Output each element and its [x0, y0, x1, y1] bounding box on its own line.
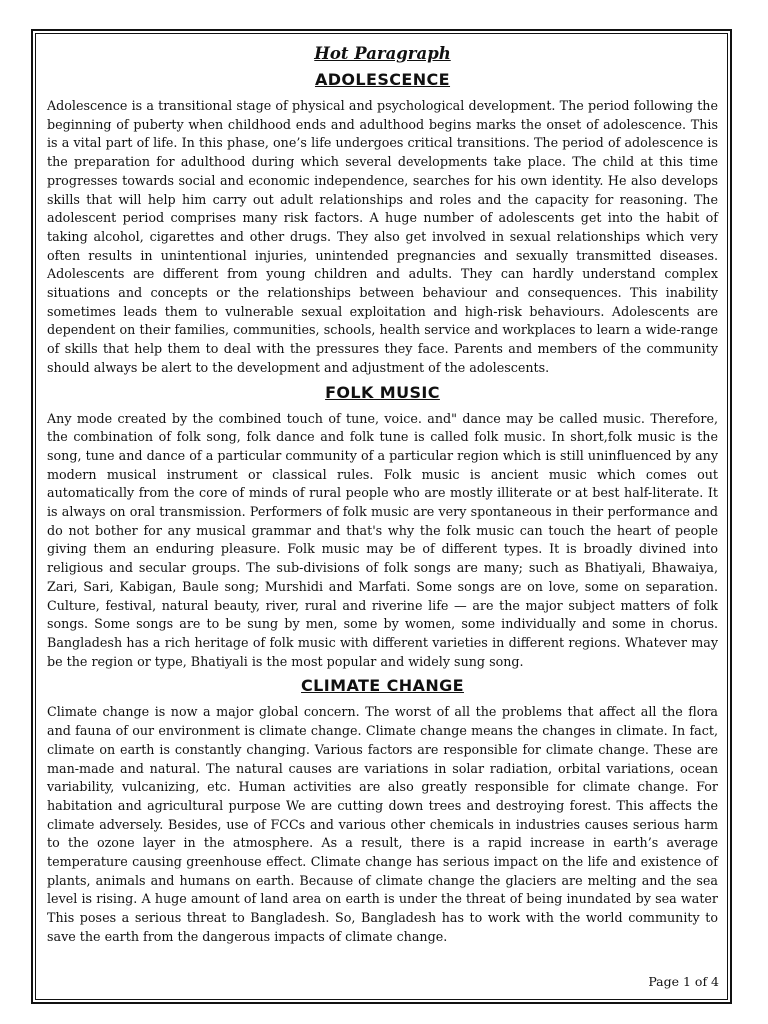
section-adolescence — [47, 69, 718, 378]
section-folk-music — [47, 382, 718, 672]
section-climate-change — [47, 675, 718, 946]
paragraph: Adolescence is a transitional stage of physical and psychological development. The period following the beginning of puberty when childhood ends and adulthood begins marks the onset of adolescence. This is a vital part of life. In this phase, one’s life undergoes critical transitions. The period of adolescence is the preparation for adulthood during which several developments take place. The child at this time progresses towards social and economic independence, searches for his own identity. He also develops skills that will help him carry out adult relationships and roles and the capacity for reasoning. The adolescent period comprises many risk factors. A huge number of adolescents get into the habit of taking alcohol, cigarettes and other drugs. They also get involved in sexual relationships which very often results in unintentional injuries, unintended pregnancies and sexually transmitted diseases. Adolescents are different from young children and adults. They can hardly understand complex situations and concepts or the relationships between behaviour and consequences. This inability sometimes leads them to vulnerable sexual exploitation and high-risk behaviours. Adolescents are dependent on their families, communities, schools, health service and workplaces to learn a wide-range of skills that help them to deal with the pressures they face. Parents and members of the community should always be alert to the development and adjustment of the adolescents. — [47, 98, 718, 375]
section-heading: CLIMATE CHANGE — [301, 676, 464, 696]
paragraph: Any mode created by the combined touch of tune, voice. and" dance may be called music. Therefore, the combination of folk song, folk dance and folk tune is called folk music. In short,folk music is the song, tune and dance of a particular community of a particular region which is still uninfluenced by any modern musical instrument or classical rules. Folk music is ancient music which comes out automatically from the core of minds of rural people who are mostly illiterate or at best half-literate. It is always on oral transmission. Performers of folk music are very spontaneous in their performance and do not bother for any musical grammar and that's why the folk music can touch the heart of people giving them an enduring pleasure. Folk music may be of different types. It is broadly divined into religious and secular groups. The sub-divisions of folk songs are many; such as Bhatiyali, Bhawaiya, Zari, Sari, Kabigan, Baule song; Murshidi and Marfati. Some songs are on love, some on separation. Culture, festival, natural beauty, river, rural and riverine life — are the major subject matters of folk songs. Some songs are to be sung by men, some by women, some individually and some in chorus. Bangladesh has a rich heritage of folk music with different varieties in different regions. Whatever may be the region or type, Bhatiyali is the most popular and widely sung song. — [47, 410, 718, 669]
section-heading: ADOLESCENCE — [314, 70, 451, 89]
page-number: Page 1 of 4 — [648, 974, 719, 989]
document-title: Hot Paragraph — [314, 44, 451, 63]
section-heading: FOLK MUSIC — [325, 382, 440, 402]
paragraph: Climate change is now a major global concern. The worst of all the problems that affect all the flora and fauna of our environment is climate change. Climate change means the changes in climate. In fact, climate on earth is constantly changing. Various factors are responsible for climate change. These are man-made and natural. The natural causes are variations in solar radiation, orbital variations, ocean variability, vulcanizing, etc. Human activities are also greatly responsible for climate change. For habitation and agricultural purpose We are cutting down trees and destroying forest. This affects the climate adversely. Besides, use of FCCs and various other chemicals in industries causes serious harm to the ozone layer in the atmosphere. As a result, there is a rapid increase in earth’s average temperature causing greenhouse effect. Climate change has serious impact on the life and existence of plants, animals and humans on earth. Because of climate change the glaciers are melting and the sea level is rising. A huge amount of land area on earth is under the threat of being inundated by sea water This poses a serious threat to Bangladesh. So, Bangladesh has to work with the world community to save the earth from the dangerous impacts of climate change. — [47, 704, 718, 944]
document-body — [47, 43, 718, 951]
